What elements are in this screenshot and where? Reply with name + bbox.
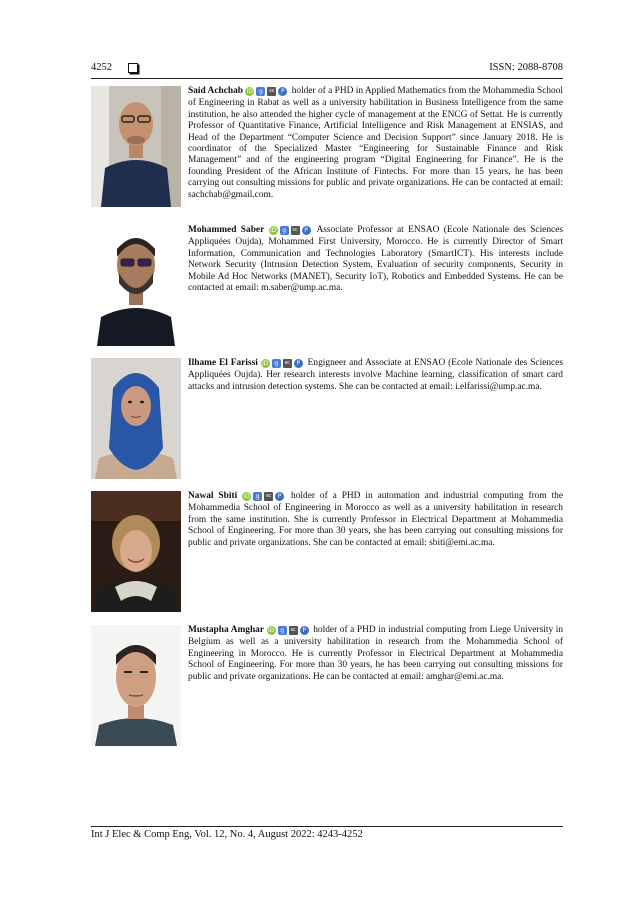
- author-name: Mohammed Saber: [188, 225, 265, 235]
- author-name: Ilhame El Farissi: [188, 358, 258, 368]
- scopus-icon[interactable]: sc: [265, 493, 272, 500]
- scopus-icon[interactable]: sc: [284, 360, 290, 367]
- publons-icon[interactable]: P: [275, 492, 284, 501]
- publons-icon[interactable]: P: [278, 87, 287, 96]
- author-photo: [91, 625, 181, 746]
- google-scholar-icon[interactable]: g: [272, 359, 281, 368]
- header-rule: [91, 78, 563, 79]
- author-photo: [91, 86, 181, 207]
- profile-icons: [245, 87, 289, 98]
- author-description: Engigneer and Associate at ENSAO (Ecole Nationale des Sciences Appliquées Oujda). Her research interests involve Machine learning, classification of smart card attacks and intrusion detection systems. She can be contacted at email: i.elfarissi@ump.ac.ma.: [188, 358, 564, 392]
- orcid-icon[interactable]: iD: [246, 88, 253, 96]
- publons-icon[interactable]: P: [294, 359, 303, 368]
- author-photo: [91, 225, 181, 346]
- scopus-icon[interactable]: sc: [292, 227, 298, 234]
- checkbox-glyph-icon: [128, 63, 138, 73]
- author-photo: [91, 358, 181, 479]
- google-scholar-icon[interactable]: g: [256, 87, 265, 96]
- google-scholar-icon[interactable]: g: [278, 626, 287, 635]
- author-bio-text: [188, 625, 563, 683]
- scopus-icon[interactable]: sc: [269, 88, 275, 95]
- profile-icons: [261, 359, 305, 370]
- orcid-icon[interactable]: iD: [243, 493, 250, 501]
- google-scholar-icon[interactable]: g: [280, 226, 289, 235]
- footer-rule: [91, 826, 563, 827]
- orcid-icon[interactable]: iD: [269, 227, 277, 235]
- google-scholar-icon[interactable]: g: [253, 492, 262, 501]
- author-bio-text: [188, 358, 563, 393]
- profile-icons: [269, 226, 313, 237]
- author-bio-text: [188, 225, 563, 294]
- orcid-icon[interactable]: iD: [267, 627, 275, 635]
- author-name: Said Achchab: [188, 86, 243, 96]
- issn-label: ISSN: 2088-8708: [489, 62, 563, 73]
- author-description: holder of a PHD in Applied Mathematics from the Mohammedia School of Engineering in Rabat as well as a university habilitation in Business Intelligence from the same institution, he also attended the higher cycle of management at the ENCG of Settat. He is currently Professor of Quantitative Finance, Artificial Intelligence and Risk Management at ENSIAS, and Head of the Department “Computer Science and Decision Support” since January 2018. He is coordinator of the Specialized Master “Engineering for Sustainable Finance and Risk Management” and of the engineering program “Digital Engineering for Finance”. He is the founding President of the African Institute of Fintechs. For more than 15 years, he has been carrying out consulting missions for public and private organizations. He can be contacted at email: sachchab@gmail.com.: [188, 86, 564, 200]
- author-bio-text: [188, 491, 563, 549]
- author-description: holder of a PHD in industrial computing from Liege University in Belgium as well as a university habilitation in research from the Mohammedia School of Engineering in Morocco. He is currently Professor in Electrical Department at Mohammedia School of Engineering. For more than 30 years, he has been carrying out consulting missions for public and private organizations. He can be contacted at email: amghar@emi.ac.ma.: [188, 625, 564, 682]
- author-photo: [91, 491, 181, 612]
- page-footer: [91, 828, 563, 842]
- author-bio-text: [188, 86, 563, 201]
- page-number: 4252: [91, 62, 112, 73]
- author-name: Mustapha Amghar: [188, 625, 265, 635]
- page-header: [91, 60, 563, 76]
- profile-icons: [267, 626, 311, 637]
- journal-citation: Int J Elec & Comp Eng, Vol. 12, No. 4, August 2022: 4243-4252: [91, 829, 363, 840]
- author-description: Associate Professor at ENSAO (Ecole Nationale des Sciences Appliquées Oujda), Mohammed First University, Morocco. He is currently Director of Smart Information, Communication and Technologies Laboratory (SmartICT). His interests include Network Security (Intrusion Detection System, Evaluation of security components, Security in Mobile Ad Hoc Networks (MANET), Security IoT), Robotics and Embedded Systems. He can be contacted at email: m.saber@ump.ac.ma.: [188, 225, 563, 294]
- author-description: holder of a PHD in automation and industrial computing from the Mohammedia School of Engineering in Morocco as well as a university habilitation in research from the same institution. She is currently Professor in Electrical Department at Mohammedia School of Engineering. For more than 30 years, she has been carrying out consulting missions for public and private organizations. She can be contacted at email: sbiti@emi.ac.ma.: [188, 491, 564, 548]
- publons-icon[interactable]: P: [300, 626, 309, 635]
- orcid-icon[interactable]: iD: [262, 360, 269, 368]
- profile-icons: [242, 492, 286, 503]
- author-name: Nawal Sbiti: [188, 491, 238, 501]
- scopus-icon[interactable]: sc: [290, 627, 296, 634]
- publons-icon[interactable]: P: [302, 226, 311, 235]
